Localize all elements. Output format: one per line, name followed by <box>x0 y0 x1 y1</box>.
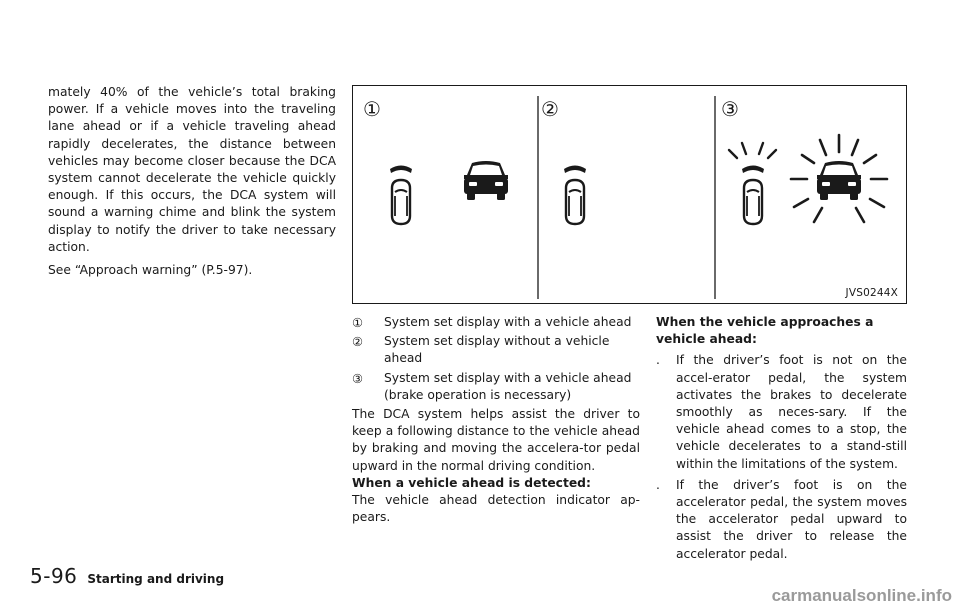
panel-number-3: ③ <box>721 97 739 121</box>
approaches-heading: When the vehicle approaches a vehicle ahead: <box>656 315 874 347</box>
caption-item <box>352 314 640 331</box>
dca-description: The DCA system helps assist the driver to keep a following distance to the vehicle ahead by braking and moving the accelera-tor pedal upward in the normal driving condition. <box>352 407 640 473</box>
flashing-vehicle-ahead-icon <box>817 161 861 200</box>
watermark: carmanualsonline.info <box>771 586 952 605</box>
bullet-text: If the driver’s foot is not on the accel-erator pedal, the system activates the brakes to decelerate smoothly as neces-sary. If the vehicle ahead comes to a stop, the vehicle decelerates to a stand-still within the limitations of the system. <box>676 353 907 471</box>
bullet-text: If the driver’s foot is on the accelerator pedal, the system moves the accelerator pedal upward to assist the driver to release the accelerator pedal. <box>676 477 907 561</box>
bullet-marker: . <box>656 477 660 492</box>
vehicle-ahead-icon <box>464 161 508 200</box>
page-footer <box>30 564 224 588</box>
panel-number-1: ① <box>363 97 381 121</box>
bullet-item <box>656 477 907 563</box>
figure-illustration <box>353 86 908 305</box>
caption-item <box>352 333 640 367</box>
caption-number: ② <box>352 335 364 350</box>
left-column <box>48 84 336 279</box>
caption-number: ③ <box>352 371 364 386</box>
own-vehicle-icon <box>564 166 586 225</box>
bullet-item <box>656 352 907 472</box>
page-number: 5-96 <box>30 564 78 588</box>
right-column <box>656 314 907 563</box>
own-vehicle-flash-rays <box>729 143 776 158</box>
detected-heading: When a vehicle ahead is detected: <box>352 475 591 490</box>
own-vehicle-icon <box>742 166 764 225</box>
caption-text: System set display with a vehicle ahead (brake operation is necessary) <box>384 370 632 402</box>
caption-text: System set display with a vehicle ahead <box>384 315 632 329</box>
bullet-marker: . <box>656 353 660 368</box>
intro-paragraph: mately 40% of the vehicle’s total braking power. If a vehicle moves into the traveling lane ahead or if a vehicle traveling ahead rapidly decelerates, the distance between vehicles may become closer because the DCA system cannot decelerate the vehicle quickly enough. If this occurs, the DCA system will sound a warning chime and blink the system display to notify the driver to take necessary action. <box>48 85 336 254</box>
detected-text: The vehicle ahead detection indicator ap-pears. <box>352 493 640 525</box>
panel-number-2: ② <box>541 97 559 121</box>
caption-text: System set display without a vehicle ahead <box>384 334 610 366</box>
caption-item <box>352 370 640 404</box>
approach-warning-reference: See “Approach warning” (P.5-97). <box>48 263 253 278</box>
caption-number: ① <box>352 316 364 330</box>
dca-display-figure <box>352 85 907 304</box>
figure-code: JVS0244X <box>845 287 898 299</box>
section-title: Starting and driving <box>87 572 225 586</box>
own-vehicle-icon <box>390 166 412 225</box>
middle-column <box>352 314 640 526</box>
